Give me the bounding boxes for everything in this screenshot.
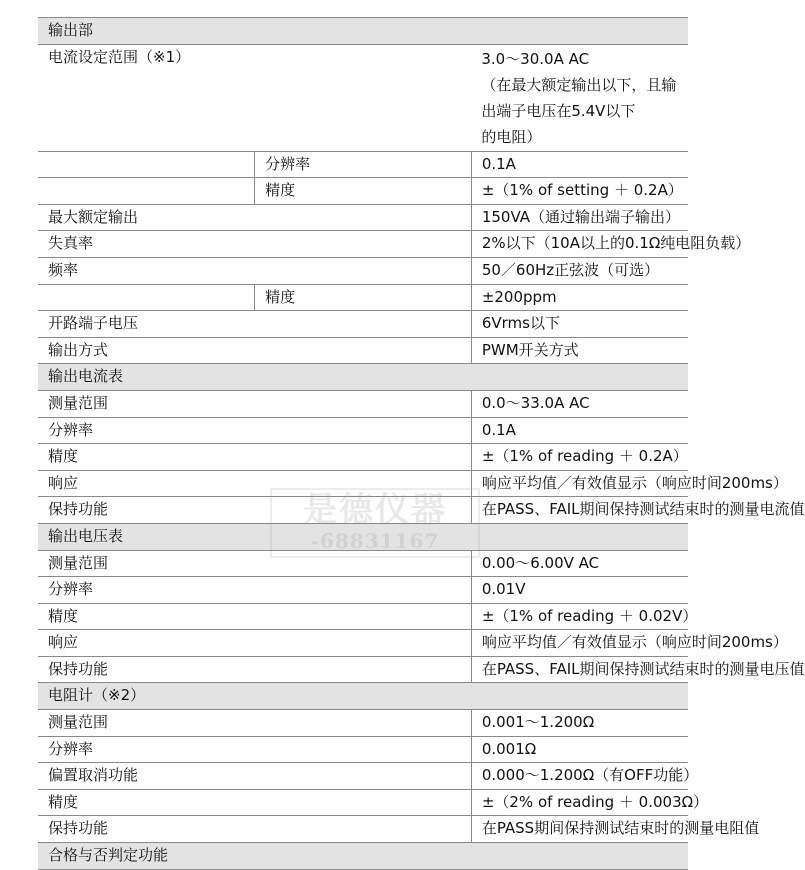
spec-label: 分辨率 [255,151,472,178]
spec-label: 失真率 [38,231,471,258]
spec-row-distortion [38,231,688,258]
spec-value: 50／60Hz正弦波（可选） [471,257,688,284]
spec-value: 响应平均值／有效值显示（响应时间200ms） [471,470,688,497]
section-title: 输出电压表 [38,523,688,550]
spec-value: 响应平均值／有效值显示（响应时间200ms） [471,630,688,657]
spec-label: 分辨率 [38,577,471,604]
spec-value: 0.1A [471,417,688,444]
spec-row-response [38,470,688,497]
spec-label: 响应 [38,630,471,657]
section-title: 合格与否判定功能 [38,843,688,870]
spec-label: 保持功能 [38,656,471,683]
spec-row-offset [38,763,688,790]
spec-value: ±（1% of setting ＋ 0.2A） [471,178,688,205]
spec-row-hold [38,497,688,524]
spec-value: ±200ppm [471,284,688,311]
value-line: 的电阻） [481,127,542,146]
spec-row-accuracy [38,789,688,816]
spec-table [38,17,805,870]
spec-label: 精度 [255,284,472,311]
spec-value: 在PASS、FAIL期间保持测试结束时的测量电流值 [471,497,688,524]
spec-value: 0.0〜33.0A AC [471,390,688,417]
spec-row-resolution [38,417,688,444]
spec-row-range [38,550,688,577]
spec-row-max-output [38,204,688,231]
spec-row-resolution [38,151,688,178]
spec-value [471,44,688,151]
spec-value: 2%以下（10A以上的0.1Ω纯电阻负载） [471,231,688,258]
spec-label: 精度 [38,603,471,630]
spec-label: 保持功能 [38,497,471,524]
spec-label: 分辨率 [38,417,471,444]
spec-value: 0.00〜6.00V AC [471,550,688,577]
spec-value: ±（1% of reading ＋ 0.02V） [471,603,688,630]
spec-label: 响应 [38,470,471,497]
spec-value: 0.001〜1.200Ω [471,710,688,737]
spec-label: 精度 [38,444,471,471]
spec-label: 输出方式 [38,337,471,364]
spec-row-range [38,390,688,417]
section-title: 电阻计（※2） [38,683,688,710]
spec-value: 0.000〜1.200Ω（有OFF功能） [471,763,688,790]
spec-row-range [38,710,688,737]
value-line: 3.0〜30.0A AC [481,49,590,68]
spec-value: ±（1% of reading ＋ 0.2A） [471,444,688,471]
spec-label: 保持功能 [38,816,471,843]
spec-row-resolution [38,736,688,763]
spec-row-resolution [38,577,688,604]
spec-row-accuracy [38,178,688,205]
spec-value: 在PASS、FAIL期间保持测试结束时的测量电压值 [471,656,688,683]
spec-label: 开路端子电压 [38,311,471,338]
spec-label: 频率 [38,257,471,284]
value-line: （在最大额定输出以下，且输出端子电压在5.4V以下 [481,75,677,120]
section-header-output [38,18,688,45]
spec-row-frequency [38,257,688,284]
indent-cell [38,151,255,178]
spec-label: 最大额定输出 [38,204,471,231]
spec-label: 分辨率 [38,736,471,763]
spec-row-hold [38,656,688,683]
spec-value: 在PASS期间保持测试结束时的测量电阻值 [471,816,688,843]
section-header-voltage-meter [38,523,688,550]
spec-row-hold [38,816,688,843]
spec-row-response [38,630,688,657]
indent-cell [38,284,255,311]
spec-label: 测量范围 [38,550,471,577]
section-title: 输出部 [38,18,688,45]
spec-label: 精度 [38,789,471,816]
spec-value: PWM开关方式 [471,337,688,364]
spec-row-accuracy [38,603,688,630]
spec-label: 电流设定范围（※1） [38,44,471,151]
section-header-current-meter [38,364,688,391]
spec-row-current-range [38,44,688,151]
indent-cell [38,178,255,205]
section-header-judge [38,843,688,870]
spec-row-open-voltage [38,311,688,338]
spec-value: 0.1A [471,151,688,178]
section-header-resistance-meter [38,683,688,710]
spec-row-freq-accuracy [38,284,688,311]
spec-value: 6Vrms以下 [471,311,688,338]
spec-label: 测量范围 [38,390,471,417]
spec-value: 0.01V [471,577,688,604]
spec-row-method [38,337,688,364]
spec-label: 测量范围 [38,710,471,737]
section-title: 输出电流表 [38,364,688,391]
watermark-number: -68831167 [310,529,440,553]
spec-value: 0.001Ω [471,736,688,763]
watermark-text: 是德仪器 [303,490,447,530]
spec-label: 偏置取消功能 [38,763,471,790]
spec-value: 150VA（通过输出端子输出） [471,204,688,231]
spec-row-accuracy [38,444,688,471]
spec-label: 精度 [255,178,472,205]
spec-value: ±（2% of reading ＋ 0.003Ω） [471,789,688,816]
